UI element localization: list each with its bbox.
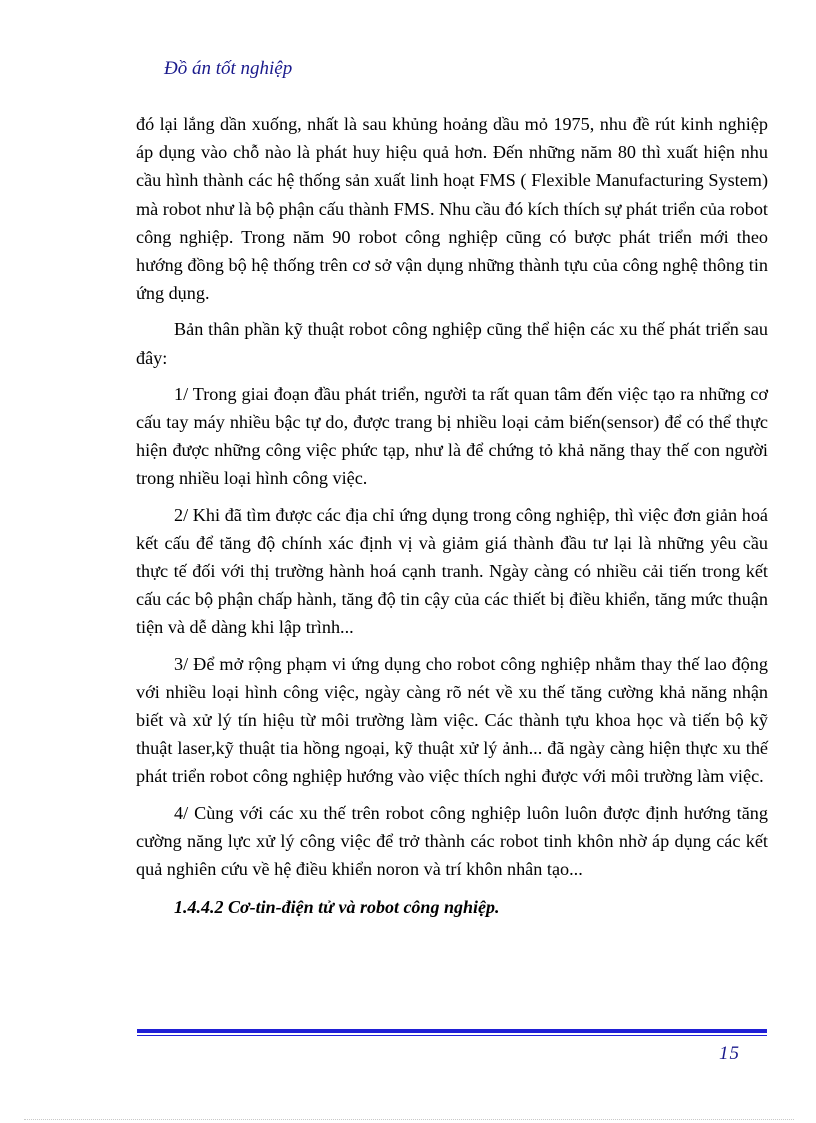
paragraph-trends-intro: Bản thân phần kỹ thuật robot công nghiệp cũng thể hiện các xu thế phát triển sau đây: bbox=[136, 319, 768, 368]
body-text bbox=[136, 110, 768, 921]
footer-rule-thin-line bbox=[137, 1035, 767, 1036]
paragraph-continuation: đó lại lắng dần xuống, nhất là sau khủng hoảng dầu mỏ 1975, nhu đề rút kinh nghiệp áp dụng vào chỗ nào là phát huy hiệu quả hơn. Đến những năm 80 thì xuất hiện nhu cầu hình thành các hệ thống sản xuất linh hoạt FMS ( Flexible Manufacturing System) mà robot như là bộ phận cấu thành FMS. Nhu cầu đó kích thích sự phát triển của robot công nghiệp. Trong năm 90 robot công nghiệp cũng có bược phát triển mới theo hướng đồng bộ hệ thống trên cơ sở vận dụng những thành tựu của công nghệ thông tin ứng dụng. bbox=[136, 114, 768, 304]
footer-rule bbox=[137, 1029, 767, 1037]
section-subheading: 1.4.4.2 Cơ-tin-điện tử và robot công nghiệp. bbox=[174, 897, 500, 918]
paragraph-trend-2: 2/ Khi đã tìm được các địa chỉ ứng dụng trong công nghiệp, thì việc đơn giản hoá kết cấu để tăng độ chính xác định vị và giảm giá thành đầu tư lại là những yêu cầu thực tế đối với thị trường hành hoá cạnh tranh. Ngày càng có nhiều cải tiến trong kết cấu các bộ phận chấp hành, tăng độ tin cậy của các thiết bị điều khiển, tăng mức thuận tiện và dễ dàng khi lập trình... bbox=[136, 504, 768, 638]
footer-rule-thick-line bbox=[137, 1029, 767, 1033]
paragraph-gap bbox=[136, 372, 768, 380]
paragraph-trend-1: 1/ Trong giai đoạn đầu phát triển, người ta rất quan tâm đến việc tạo ra những cơ cấu tay máy nhiều bậc tự do, được trang bị nhiều loại cảm biến(sensor) để có thể thực hiện được những công việc phức tạp, như là để chứng tỏ khả năng thay thế con người trong nhiều loại hình công việc. bbox=[136, 383, 768, 489]
paragraph-trend-3: 3/ Để mở rộng phạm vi ứng dụng cho robot công nghiệp nhằm thay thế lao động với nhiều loại hình công việc, ngày càng rõ nét về xu thế tăng cường khả năng nhận biết và xử lý tín hiệu từ môi trường làm việc. Các thành tựu khoa học và tiến bộ kỹ thuật laser,kỹ thuật tia hồng ngoại, kỹ thuật xử lý ảnh... đã ngày càng hiện thực xu thế phát triển robot công nghiệp hướng vào việc thích nghi được với môi trường làm việc. bbox=[136, 653, 768, 787]
paragraph-gap bbox=[136, 883, 768, 891]
page-bottom-border bbox=[24, 1119, 794, 1120]
paragraph-trend-4: 4/ Cùng với các xu thế trên robot công nghiệp luôn luôn được định hướng tăng cường năng lực xử lý công việc để trở thành các robot tinh khôn nhờ áp dụng các kết quả nghiên cứu về hệ điều khiển noron và trí khôn nhân tạo... bbox=[136, 802, 768, 880]
page-number: 15 bbox=[719, 1043, 740, 1064]
paragraph-gap bbox=[136, 493, 768, 501]
paragraph-gap bbox=[136, 642, 768, 650]
running-header-title: Đồ án tốt nghiệp bbox=[164, 58, 293, 79]
paragraph-gap bbox=[136, 791, 768, 799]
paragraph-gap bbox=[136, 307, 768, 315]
